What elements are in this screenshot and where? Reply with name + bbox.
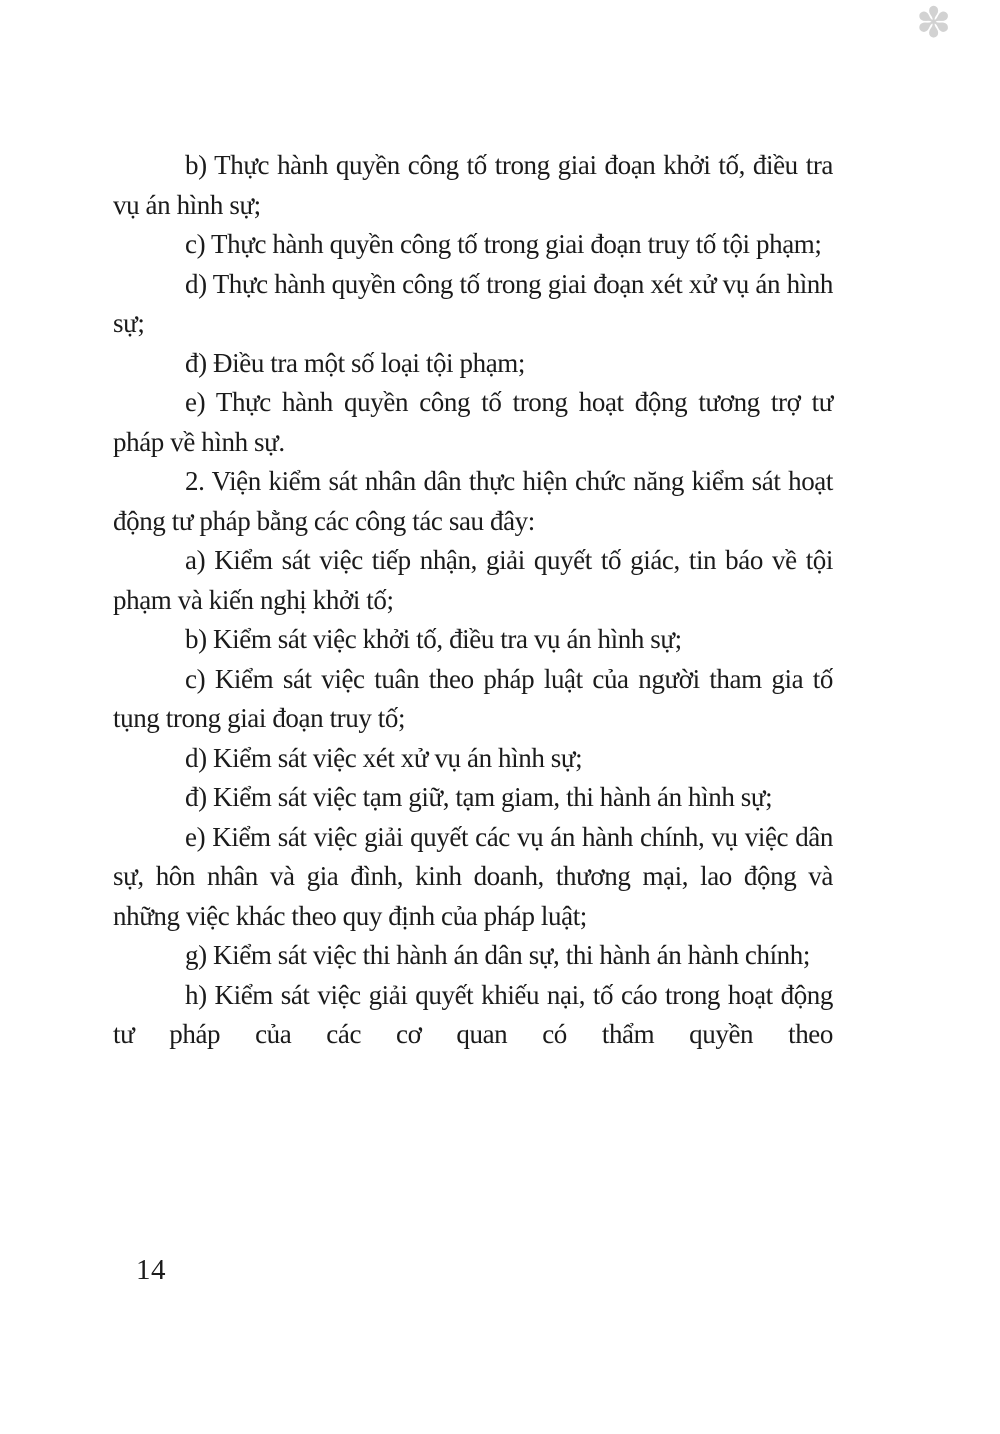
- paragraph-item-b1: b) Thực hành quyền công tố trong giai đoạn khởi tố, điều tra vụ án hình sự;: [113, 150, 833, 220]
- page-number: 14: [136, 1254, 166, 1286]
- paragraph-item-b2: b) Kiểm sát việc khởi tố, điều tra vụ án hình sự;: [185, 624, 682, 654]
- paragraph-item-e1: e) Thực hành quyền công tố trong hoạt động tương trợ tư pháp về hình sự.: [113, 387, 833, 457]
- paragraph-item-h: h) Kiểm sát việc giải quyết khiếu nại, tố cáo trong hoạt động tư pháp của các cơ quan có thẩm quyền theo: [113, 979, 833, 1049]
- paragraph-item-e2: e) Kiểm sát việc giải quyết các vụ án hành chính, vụ việc dân sự, hôn nhân và gia đình, kinh doanh, thương mại, lao động và những việc khác theo quy định của pháp luật;: [113, 821, 833, 931]
- paragraph-item-d2: d) Kiểm sát việc xét xử vụ án hình sự;: [185, 742, 583, 773]
- flower-asterisk-icon: ✽: [916, 0, 952, 47]
- paragraph-clause-2: 2. Viện kiểm sát nhân dân thực hiện chức năng kiểm sát hoạt động tư pháp bằng các công tác sau đây:: [113, 466, 833, 536]
- paragraph-item-dd2: đ) Kiểm sát việc tạm giữ, tạm giam, thi hành án hình sự;: [185, 782, 773, 812]
- paragraph-item-g: g) Kiểm sát việc thi hành án dân sự, thi hành án hành chính;: [185, 940, 810, 970]
- paragraph-item-c2: c) Kiểm sát việc tuân theo pháp luật của người tham gia tố tụng trong giai đoạn truy tố;: [113, 663, 833, 733]
- paragraph-item-c1: c) Thực hành quyền công tố trong giai đoạn truy tố tội phạm;: [185, 229, 822, 259]
- paragraph-item-dd1: đ) Điều tra một số loại tội phạm;: [185, 347, 525, 378]
- body-text: [113, 146, 833, 1055]
- paragraph-item-d1: d) Thực hành quyền công tố trong giai đoạn xét xử vụ án hình sự;: [113, 268, 833, 338]
- paragraph-item-a2: a) Kiểm sát việc tiếp nhận, giải quyết tố giác, tin báo về tội phạm và kiến nghị khởi tố;: [113, 545, 833, 615]
